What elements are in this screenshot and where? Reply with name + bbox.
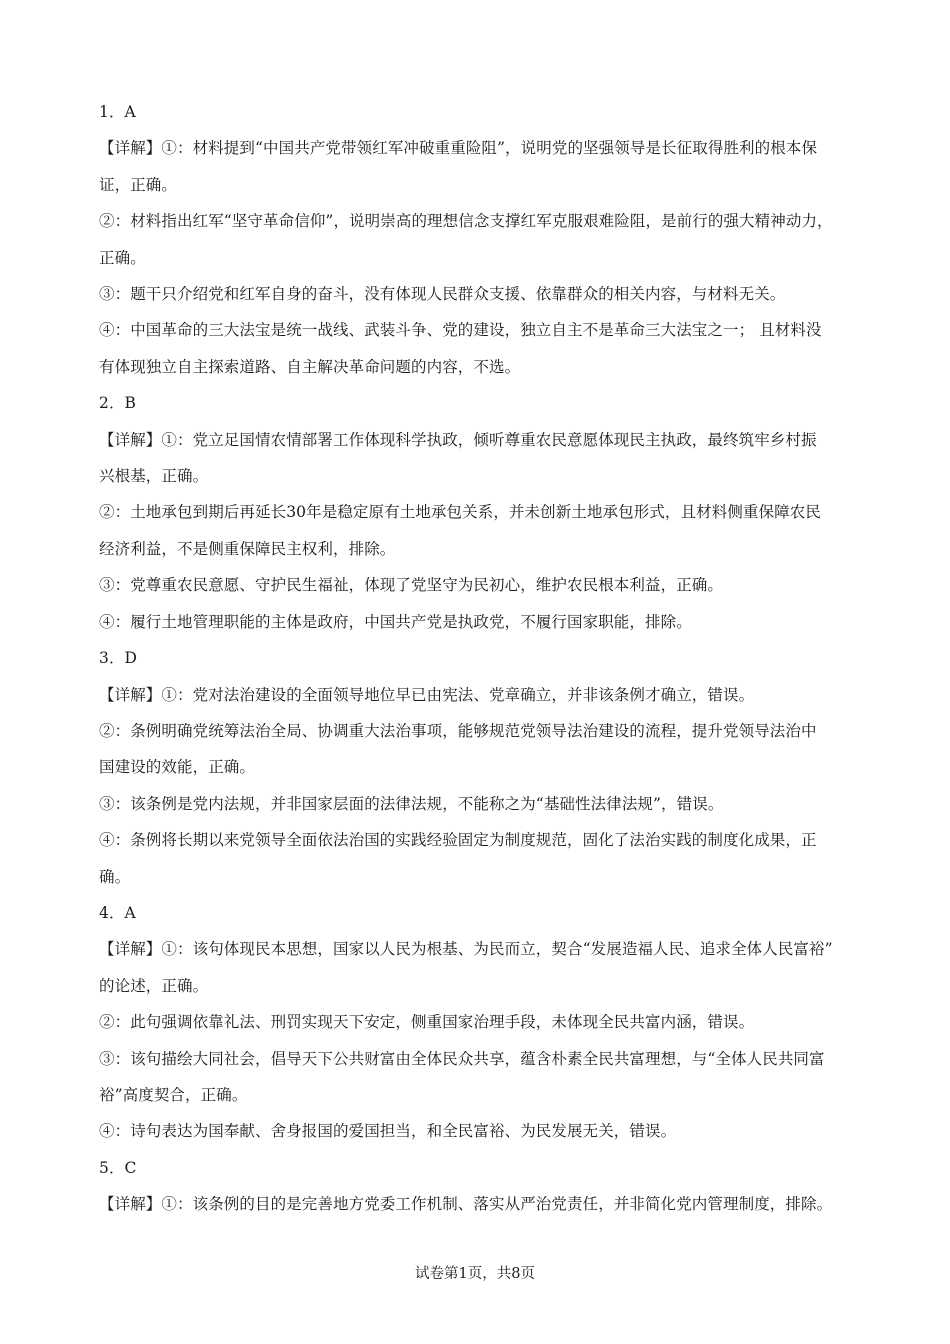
text-line: ③：党尊重农民意愿、守护民生福祉，体现了党坚守为民初心，维护农民根本利益，正确。 [99, 576, 724, 595]
text-line: ②：条例明确党统筹法治全局、协调重大法治事项，能够规范党领导法治建设的流程，提升党领导法治中 [99, 721, 817, 740]
text-line: ②：土地承包到期后再延长30年是稳定原有土地承包关系，并未创新土地承包形式，且材料侧重保障农民 [99, 503, 821, 522]
text-line: 正确。 [99, 248, 146, 267]
question-number: 1．A [99, 103, 136, 121]
text-line: ④：诗句表达为国奉献、舍身报国的爱国担当，和全民富裕、为民发展无关，错误。 [99, 1122, 677, 1141]
text-line: ③：题干只介绍党和红军自身的奋斗，没有体现人民群众支援、依靠群众的相关内容，与材料无关。 [99, 285, 786, 304]
question-number: 4．A [99, 903, 136, 922]
text-line: 【详解】①：党立足国情农情部署工作体现科学执政，倾听尊重农民意愿体现民主执政，最终筑牢乡村振 [99, 430, 817, 449]
question-number: 3．D [99, 649, 138, 668]
text-line: 有体现独立自主探索道路、自主解决革命问题的内容，不选。 [99, 357, 521, 376]
text-line: 【详解】①：该条例的目的是完善地方党委工作机制、落实从严治党责任，并非简化党内管理制度，排除。 [99, 1195, 833, 1214]
page-footer: 试卷第1页，共8页 [415, 1266, 535, 1282]
text-line: ②：材料指出红军“坚守革命信仰”，说明崇高的理想信念支撑红军克服艰难险阻，是前行的强大精神动力， [99, 212, 833, 231]
text-line: 【详解】①：该句体现民本思想，国家以人民为根基、为民而立，契合“发展造福人民、追求全体人民富裕” [99, 940, 833, 959]
text-line: 证，正确。 [99, 175, 178, 194]
text-line: 【详解】①：党对法治建设的全面领导地位早已由宪法、党章确立，并非该条例才确立，错误。 [99, 685, 755, 704]
text-line: ④：中国革命的三大法宝是统一战线、武装斗争、党的建设，独立自主不是革命三大法宝之一； 且材料没 [99, 321, 822, 340]
text-line: 的论述，正确。 [99, 976, 209, 995]
question-number: 5．C [99, 1158, 137, 1177]
text-line: 确。 [99, 867, 131, 886]
answer-content [99, 94, 859, 1223]
text-line: 国建设的效能，正确。 [99, 758, 256, 777]
text-line: 经济利益，不是侧重保障民主权利，排除。 [99, 539, 396, 558]
question-number: 2．B [99, 394, 137, 413]
text-line: ④：履行土地管理职能的主体是政府，中国共产党是执政党，不履行国家职能，排除。 [99, 612, 692, 631]
text-line: ③：该条例是党内法规，并非国家层面的法律法规，不能称之为“基础性法律法规”，错误。 [99, 794, 724, 813]
text-line: 【详解】①：材料提到“中国共产党带领红军冲破重重险阻”，说明党的坚强领导是长征取得胜利的根本保 [99, 139, 818, 158]
text-line: ③：该句描绘大同社会，倡导天下公共财富由全体民众共享，蕴含朴素全民共富理想，与“全体人民共同富 [99, 1049, 825, 1068]
text-line: ②：此句强调依靠礼法、刑罚实现天下安定，侧重国家治理手段，未体现全民共富内涵，错误。 [99, 1013, 755, 1032]
text-line: 兴根基，正确。 [99, 467, 209, 486]
text-line: 裕”高度契合，正确。 [99, 1085, 248, 1104]
text-line: ④：条例将长期以来党领导全面依法治国的实践经验固定为制度规范，固化了法治实践的制度化成果，正 [99, 831, 817, 850]
